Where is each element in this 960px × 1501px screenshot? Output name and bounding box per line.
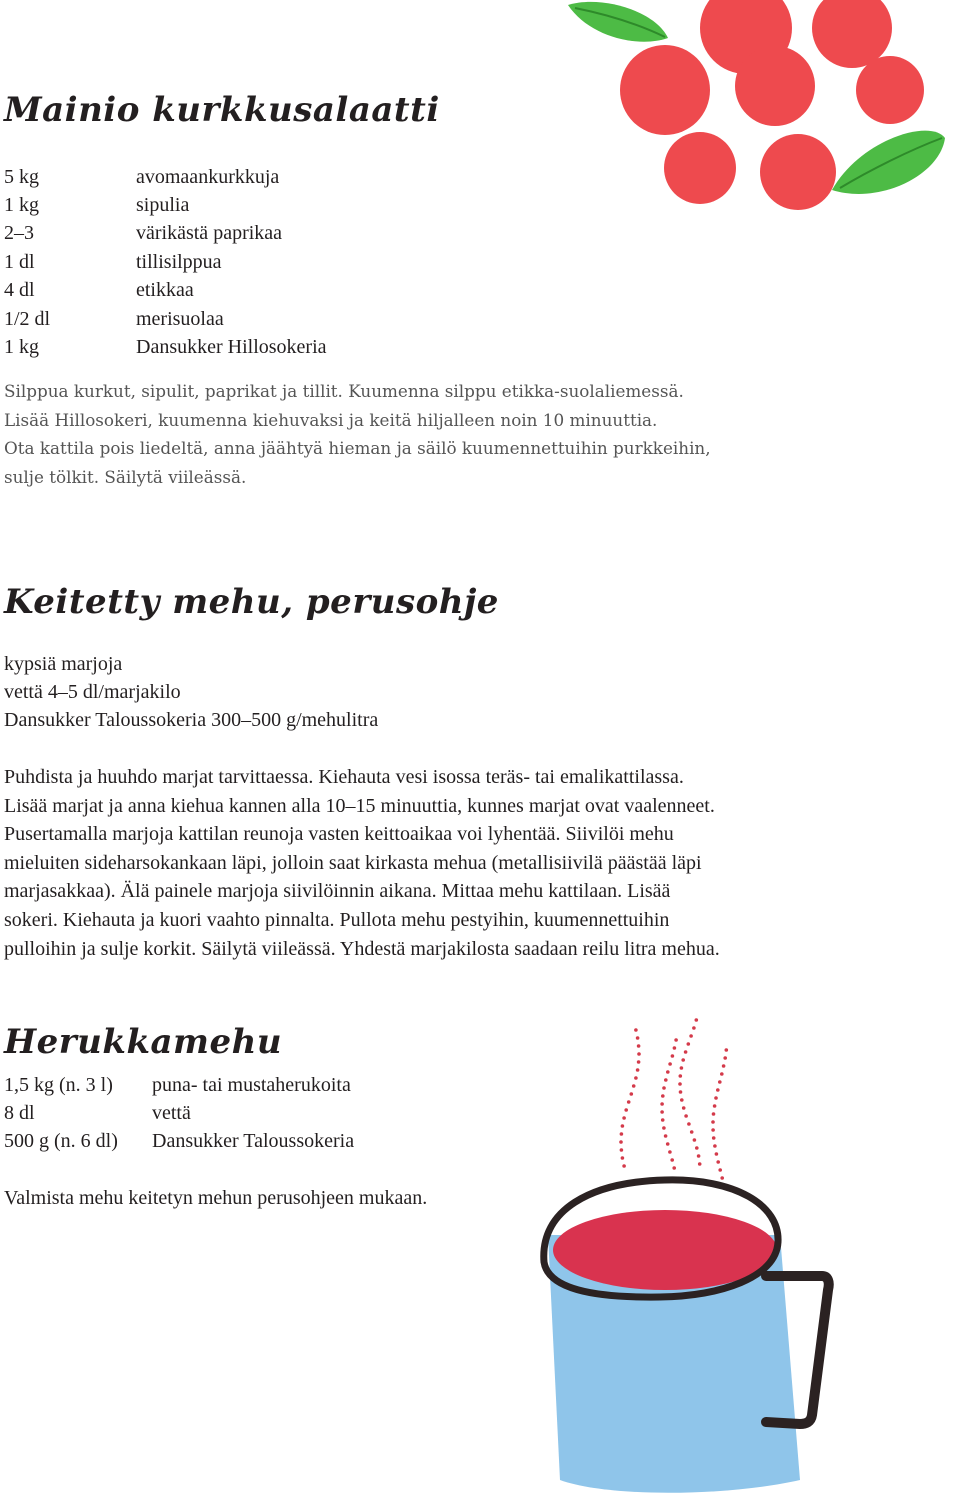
steam-dot <box>622 1164 626 1168</box>
ingredient-row <box>4 1099 354 1127</box>
steam-dot <box>619 1140 623 1144</box>
instruction-line: sokeri. Kiehauta ja kuori vaahto pinnalta. Pullota mehu pestyihin, kuumennettuihin <box>4 908 670 931</box>
ingredient-item: tillisilppua <box>136 250 222 273</box>
steam-dot <box>621 1156 625 1160</box>
steam-dot <box>723 1056 727 1060</box>
steam-dot <box>716 1088 720 1092</box>
steam-dot <box>711 1128 715 1132</box>
ingredient-item: sipulia <box>136 194 190 217</box>
ingredient-qty: 8 dl <box>4 1102 35 1125</box>
recipe-3-instructions <box>4 1184 427 1213</box>
steam-dot <box>725 1048 729 1052</box>
steam-dot <box>693 1138 697 1142</box>
ingredient-qty: 500 g (n. 6 dl) <box>4 1130 118 1153</box>
steam-dot <box>662 1086 666 1090</box>
berry <box>760 134 836 210</box>
steam-dot <box>682 1106 686 1110</box>
ingredient-item: merisuolaa <box>136 307 224 330</box>
steam-dot <box>720 1072 724 1076</box>
steam-dot <box>668 1062 672 1066</box>
steam-dot <box>664 1078 668 1082</box>
ingredient-qty: 1 kg <box>4 194 39 217</box>
leaf-top <box>568 2 668 42</box>
berry <box>620 45 710 135</box>
ingredient-qty: 1,5 kg (n. 3 l) <box>4 1073 113 1096</box>
steam-dot <box>695 1146 699 1150</box>
instruction-line: pulloihin ja sulje korkit. Säilytä viileässä. Yhdestä marjakilosta saadaan reilu litra mehua. <box>4 937 720 960</box>
steam-dots <box>619 1018 728 1180</box>
steam-dot <box>695 1018 699 1022</box>
steam-dot <box>637 1044 641 1048</box>
steam-dot <box>714 1096 718 1100</box>
steam-dot <box>666 1070 670 1074</box>
steam-dot <box>672 1166 676 1170</box>
ingredient-row: vettä 4–5 dl/marjakilo <box>4 681 181 704</box>
steam-dot <box>670 1158 674 1162</box>
ingredient-qty: 1 dl <box>4 250 35 273</box>
steam-dot <box>666 1142 670 1146</box>
steam-dot <box>637 1060 641 1064</box>
steam-dot <box>689 1034 693 1038</box>
instruction-line: Lisää Hillosokeri, kuumenna kiehuvaksi ja keitä hiljalleen noin 10 minuuttia. <box>4 409 658 430</box>
ingredient-qty: 1/2 dl <box>4 307 51 330</box>
steam-dot <box>692 1026 696 1030</box>
steam-dot <box>681 1058 685 1062</box>
steam-dot <box>632 1084 636 1088</box>
berry <box>735 46 815 126</box>
recipe-2-instructions <box>4 763 720 963</box>
steam-dot <box>678 1082 682 1086</box>
ingredient-row <box>4 277 327 305</box>
steam-dot <box>713 1144 717 1148</box>
steam-dot <box>718 1080 722 1084</box>
ingredient-qty: 5 kg <box>4 165 39 188</box>
ingredient-row <box>4 163 327 191</box>
steam-dot <box>636 1068 640 1072</box>
steam-dot <box>634 1028 638 1032</box>
steam-dot <box>620 1132 624 1136</box>
instruction-line: Silppua kurkut, sipulit, paprikat ja tillit. Kuumenna silppu etikka-suolaliemessä. <box>4 381 684 401</box>
steam-dot <box>684 1114 688 1118</box>
ingredient-row <box>4 1071 354 1099</box>
steam-dot <box>630 1092 634 1096</box>
instruction-line: Puhdista ja huuhdo marjat tarvittaessa. Kiehauta vesi isossa teräs- tai emalikattilassa. <box>4 766 684 788</box>
steam-dot <box>668 1150 672 1154</box>
steam-dot <box>620 1148 624 1152</box>
instruction-line: sulje tölkit. Säilytä viileässä. <box>4 466 247 487</box>
recipe-1-title: Mainio kurkkusalaatti <box>4 90 440 130</box>
steam-dot <box>722 1064 726 1068</box>
ingredient-row <box>4 1128 354 1156</box>
recipe-2-title: Keitetty mehu, perusohje <box>4 582 499 622</box>
steam-dot <box>660 1110 664 1114</box>
recipe-3-ingredients <box>4 1071 354 1156</box>
steam-dot <box>718 1168 722 1172</box>
steam-dot <box>636 1036 640 1040</box>
ingredient-row <box>4 305 327 333</box>
steam-dot <box>634 1076 638 1080</box>
steam-dot <box>711 1120 715 1124</box>
steam-dot <box>664 1134 668 1138</box>
berry <box>856 56 924 124</box>
steam-dot <box>712 1112 716 1116</box>
steam-dot <box>684 1050 688 1054</box>
ingredient-qty: 1 kg <box>4 336 39 359</box>
steam-dot <box>698 1162 702 1166</box>
instruction-line: marjasakkaa). Älä painele marjoja siivilöinnin aikana. Mittaa mehu kattilaan. Lisää <box>4 880 671 903</box>
recipe-1-ingredients <box>4 163 327 362</box>
mug-illustration <box>530 1010 850 1500</box>
steam-dot <box>697 1154 701 1158</box>
steam-dot <box>627 1100 631 1104</box>
recipe-3-title: Herukkamehu <box>4 1022 283 1062</box>
instruction-line: mieluiten sideharsokankaan läpi, jolloin saat kirkasta mehua (metallisiivilä päästää läpi <box>4 851 702 874</box>
ingredient-row <box>4 248 327 276</box>
steam-dot <box>690 1130 694 1134</box>
steam-dot <box>712 1136 716 1140</box>
ingredient-qty: 4 dl <box>4 279 35 302</box>
instruction-line: Ota kattila pois liedeltä, anna jäähtyä hieman ja säilö kuumennettuihin purkkeihin, <box>4 438 711 459</box>
leaf-right <box>832 131 945 194</box>
instruction-line: Pusertamalla marjoja kattilan reunoja vasten keittoaikaa voi lyhentää. Siivilöi mehu <box>4 823 674 846</box>
steam-dot <box>624 1108 628 1112</box>
steam-dot <box>621 1124 625 1128</box>
steam-dot <box>671 1054 675 1058</box>
instruction-line: Valmista mehu keitetyn mehun perusohjeen mukaan. <box>4 1187 428 1209</box>
ingredient-item: värikästä paprikaa <box>136 222 283 245</box>
recipe-2-ingredients <box>4 650 378 735</box>
ingredient-item: puna- tai mustaherukoita <box>152 1073 351 1096</box>
steam-dot <box>679 1090 683 1094</box>
ingredient-item: Dansukker Taloussokeria <box>152 1130 355 1153</box>
steam-dot <box>679 1074 683 1078</box>
ingredient-item: avomaankurkkuja <box>136 165 280 188</box>
instruction-line: Lisää marjat ja anna kiehua kannen alla 10–15 minuuttia, kunnes marjat ovat vaalenneet. <box>4 794 715 817</box>
steam-dot <box>674 1038 678 1042</box>
steam-dot <box>661 1094 665 1098</box>
steam-dot <box>716 1160 720 1164</box>
ingredient-row: Dansukker Taloussokeria 300–500 g/mehulitra <box>4 709 379 732</box>
steam-dot <box>720 1176 724 1180</box>
ingredient-item: vettä <box>152 1102 191 1125</box>
steam-dot <box>622 1116 626 1120</box>
steam-dot <box>673 1046 677 1050</box>
steam-dot <box>713 1104 717 1108</box>
ingredient-row: kypsiä marjoja <box>4 652 123 675</box>
ingredient-row <box>4 191 327 219</box>
berries-illustration <box>560 0 960 240</box>
steam-dot <box>637 1052 641 1056</box>
ingredient-item: Dansukker Hillosokeria <box>136 336 327 359</box>
steam-dot <box>680 1066 684 1070</box>
steam-dot <box>660 1102 664 1106</box>
berry <box>664 132 736 204</box>
steam-dot <box>661 1118 665 1122</box>
steam-dot <box>715 1152 719 1156</box>
ingredient-row <box>4 220 327 248</box>
recipe-1-instructions <box>4 377 711 491</box>
ingredient-item: etikkaa <box>136 279 194 302</box>
steam-dot <box>680 1098 684 1102</box>
ingredient-qty: 2–3 <box>4 222 34 245</box>
steam-dot <box>662 1126 666 1130</box>
ingredient-row <box>4 333 327 361</box>
steam-dot <box>687 1042 691 1046</box>
steam-dot <box>687 1122 691 1126</box>
